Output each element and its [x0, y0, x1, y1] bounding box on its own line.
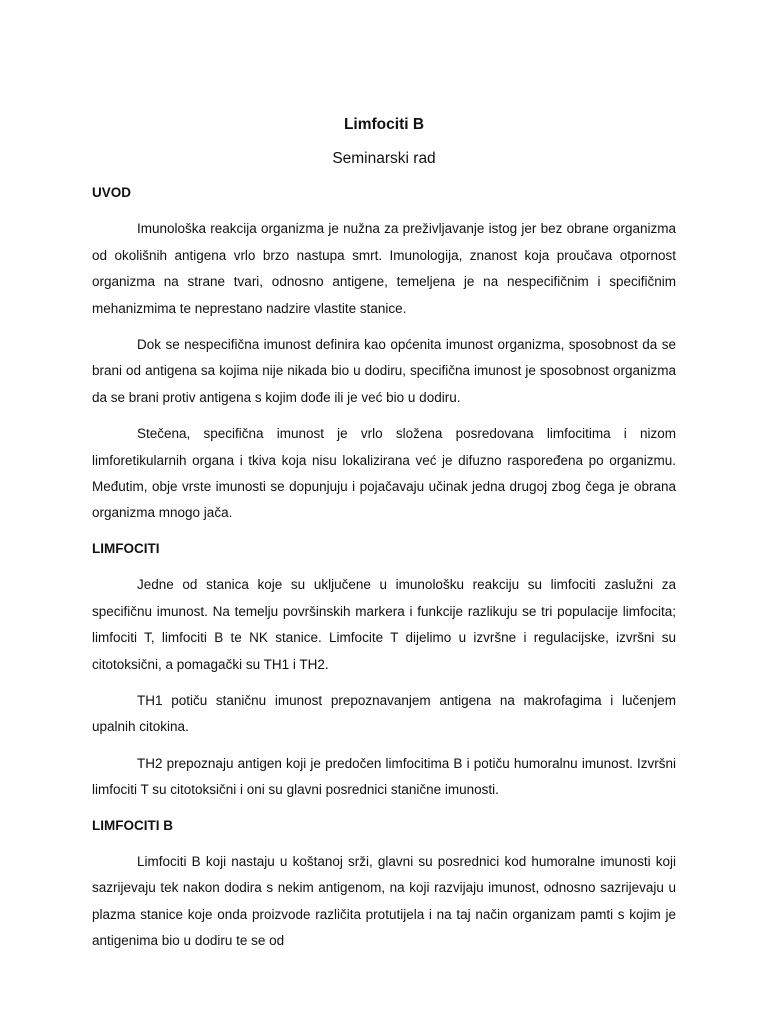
document-title: Limfociti B — [343, 116, 425, 133]
paragraph: Imunološka reakcija organizma je nužna za preživljavanje istog jer bez obrane organizma od okolišnih antigena vrlo brzo nastupa smrt. Imunologija, znanost koja proučava otpornost organizma na strane tvari, odnosno antigene, temeljena je na nespecifičnim i specifičnim mehanizmima te neprestano nadzire vlastite stanice. — [92, 221, 676, 316]
paragraph: TH2 prepoznaju antigen koji je predočen limfocitima B i potiču humoralnu imunost. Izvršni limfociti T su citotoksični i oni su glavni posrednici stanične imunosti. — [92, 755, 676, 798]
section-heading-limfociti-b: LIMFOCITI B — [92, 817, 173, 833]
section-heading-uvod: UVOD — [92, 185, 132, 200]
document-subtitle: Seminarski rad — [332, 150, 436, 167]
paragraph: Stečena, specifična imunost je vrlo složena posredovana limfocitima i nizom limforetikularnih organa i tkiva koja nisu lokalizirana već je difuzno raspoređena po organizmu. Međutim, obje vrste imunosti se dopunjuju i pojačavaju učinak jedna drugoj zbog čega je obrana organizma mnogo jača. — [92, 426, 676, 521]
paragraph: Limfociti B koji nastaju u koštanoj srži, glavni su posrednici kod humoralne imunosti koji sazrijevaju tek nakon dodira s nekim antigenom, na koji razvijaju imunost, odnosno sazrijevaju u plazma stanice koje onda proizvode različita protutijela i na taj način organizam pamti s kojim je antigenima bio u dodiru te se od — [92, 853, 676, 949]
section-heading-limfociti: LIMFOCITI — [92, 540, 160, 556]
paragraph: Dok se nespecifična imunost definira kao općenita imunost organizma, sposobnost da se brani od antigena sa kojima nije nikada bio u dodiru, specifična imunost je sposobnost organizma da se brani protiv antigena s kojim dođe ili je već bio u dodiru. — [92, 337, 676, 405]
paragraph: TH1 potiču staničnu imunost prepoznavanjem antigena na makrofagima i lučenjem upalnih citokina. — [92, 692, 676, 735]
paragraph: Jedne od stanica koje su uključene u imunološku reakciju su limfociti zaslužni za specifičnu imunost. Na temelju površinskih markera i funkcije razlikuju se tri populacije limfocita; limfociti T, limfociti B te NK stanice. Limfocite T dijelimo u izvršne i regulacijske, izvršni su citotoksični, a pomagački su TH1 i TH2. — [92, 577, 676, 672]
document-body — [92, 180, 676, 955]
